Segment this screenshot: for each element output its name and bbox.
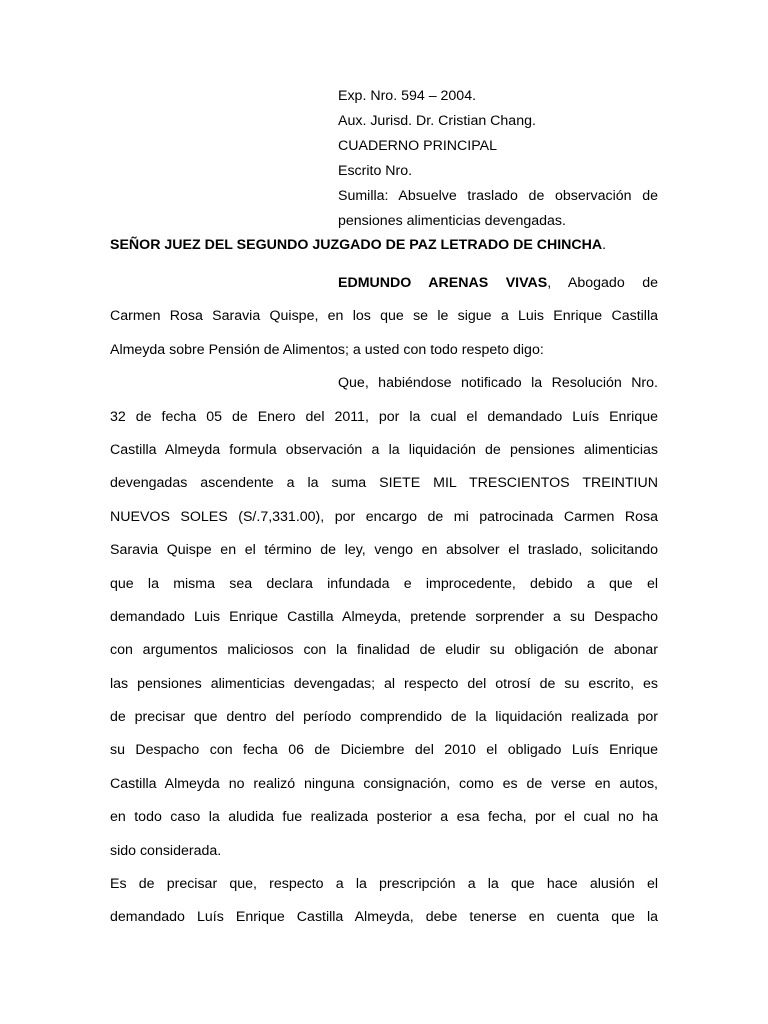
body-line: Castilla Almeyda formula observación a la liquidación de pensiones alimenticias <box>110 441 658 458</box>
body-line: demandado Luís Enrique Castilla Almeyda, debe tenerse en cuenta que la <box>110 909 658 926</box>
body-line: con argumentos maliciosos con la finalidad de eludir su obligación de abonar <box>110 642 658 659</box>
body-line: 32 de fecha 05 de Enero del 2011, por la cual el demandado Luís Enrique <box>110 408 658 425</box>
notebook-label: CUADERNO PRINCIPAL <box>338 138 497 154</box>
body-line: devengadas ascendente a la suma SIETE MIL TRESCIENTOS TREINTIUN <box>110 475 658 492</box>
case-header <box>338 84 658 234</box>
body-line: Que, habiéndose notificado la Resolución Nro. <box>338 375 658 392</box>
body-line: sido considerada. <box>110 842 222 859</box>
summary-line-2: pensiones alimenticias devengadas. <box>338 213 566 229</box>
court-assistant: Aux. Jurisd. Dr. Cristian Chang. <box>338 113 536 129</box>
attorney-role: , Abogado de <box>547 275 658 291</box>
body-line: las pensiones alimenticias devengadas; al respecto del otrosí de su escrito, es <box>110 675 658 692</box>
body-line: Carmen Rosa Saravia Quispe, en los que se le sigue a Luis Enrique Castilla <box>110 308 658 325</box>
body-line: su Despacho con fecha 06 de Diciembre del 2010 el obligado Luís Enrique <box>110 742 658 759</box>
case-number: Exp. Nro. 594 – 2004. <box>338 88 477 104</box>
judge-addressee <box>110 233 670 258</box>
body-line: de precisar que dentro del período comprendido de la liquidación realizada por <box>110 709 658 726</box>
body-line: en todo caso la aludida fue realizada posterior a esa fecha, por el cual no ha <box>110 809 658 826</box>
body-line: Es de precisar que, respecto a la prescripción a la que hace alusión el <box>110 876 658 893</box>
document-body <box>110 267 658 935</box>
addressee-text: SEÑOR JUEZ DEL SEGUNDO JUZGADO DE PAZ LETRADO DE CHINCHA <box>110 237 603 253</box>
attorney-name: EDMUNDO ARENAS VIVAS <box>338 275 548 291</box>
body-line: demandado Luis Enrique Castilla Almeyda, pretende sorprender a su Despacho <box>110 608 658 625</box>
body-line: que la misma sea declara infundada e improcedente, debido a que el <box>110 575 658 592</box>
intro-line <box>110 267 658 300</box>
body-line: Castilla Almeyda no realizó ninguna consignación, como es de verse en autos, <box>110 775 658 792</box>
filing-number: Escrito Nro. <box>338 163 413 179</box>
body-line: Saravia Quispe en el término de ley, vengo en absolver el traslado, solicitando <box>110 542 658 559</box>
body-line: NUEVOS SOLES (S/.7,331.00), por encargo de mi patrocinada Carmen Rosa <box>110 508 658 525</box>
addressee-period: . <box>602 237 607 253</box>
summary-line-1: Sumilla: Absuelve traslado de observación de <box>338 188 658 204</box>
body-line: Almeyda sobre Pensión de Alimentos; a usted con todo respeto digo: <box>110 341 544 358</box>
